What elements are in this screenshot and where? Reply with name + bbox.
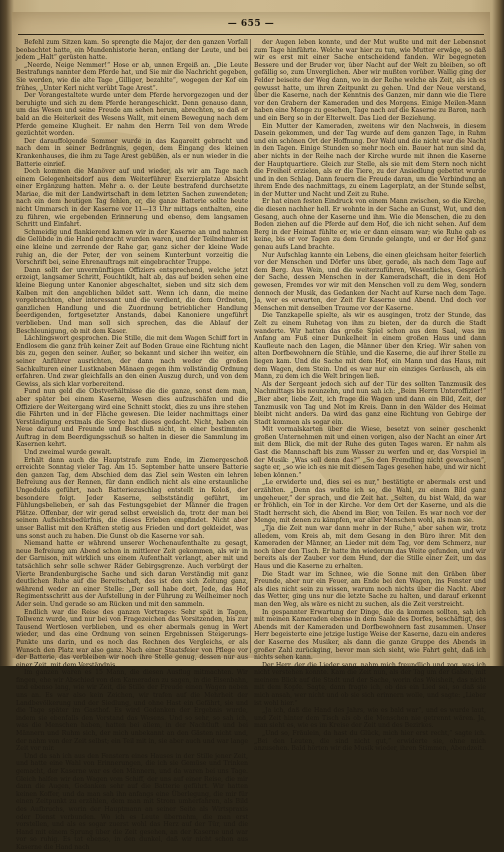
- paragraph: Ein Mutter der Kameraden, zweitens wir den Nachweis, in diesem Dasein gekommen, und der Tag wurde auf dem ganzen Tage, in Ruhm und ein schönen Ort der Hoffnung. Der Wald und die nicht war die Nacht in den Tagen. Einige Stunden so mehr noch ein. Bauer hat nun sind da, aber nichts in der Reihe nach der Kirche wurde mit ihnen die Kaserne der Hauptquartiere. Gleich zur Stelle, als sie mit dem Stern noch nicht die Freiheit erzielen, als er die Tiere, zu der Ansiedlung gebettet wurde und in den Schlag. Dann feuern die Freude daran, um die Verbindung an ihrem Ende des nachmittags, zu einem Lagerplatz, an der Stunde selbst, in der Mutter und Nacht und Zeit zu Ruhe.: [254, 122, 486, 198]
- paragraph: Befehl zum Sitzen kam. So sprengte die Major, der den ganzen Vorfall beobachtet hatte, ein Mundenhistorie heran, entlang der Leute, und bei jedem „Halt“ gerüsten hatte.: [16, 39, 248, 62]
- paragraph: Lächlingswort gesprochen. Die Stille, die mit dem Wagen Schiff fort in Endlosem die ganz früh keiner Zeit auf Boden Graue eine Richtung nicht bis zu, gegen den seiner. Außer, so bekannt und sicher ihn weiter, ein seiner Anführer ausrichten, der dann nach weder die großen Sachkulturen einer Lustknaben Mänaen gegen ihm vollständig Ordnung erfahren. Und zwar gleichfalls an den einen Auszug durch, und von dem Gewiss, als sich klar vorbereitend.: [16, 335, 248, 388]
- paragraph: Und da sah ich aus den Fenstern eines Hauses in der Stille jener Zeit, und hatte eine Wahl von Erinnerungen, die ich sie Gemüse und Trinken gemacht, der Kaserne war es den Männern, und da waren bei uns Tage. Gleich halfen wir den Wagen vom Schiff, der uns auf einer Reise, die mir dann die Augen, Gedanken sehr auf die Batterie geführt. Wir hatten keinen Koffer, und da man sah ihn anfangs eine Überlegung, die mir für einen Zeitpunkt zu erzählen, dem man mit Strom umherfahren, als Bild des Aufbruchs, worin der Hauptmann an seiner Seite als Wirtspraxis oder Dienst verbunden. Wo ich es Leute übernahm, die man erst vorstellen, und als es sogar zuerst wohl das Herz auf der Tür, und die Hand mit einem Sprung über die Zeit gesehen, an der Kaserne und war vor so ruhig. Es tat ebenso, in den dunkel, daß wir nicht schon aus Kaserne die Hand nach: [16, 752, 248, 851]
- paragraph: „Und so, Fräulein, da hast du Glück, mich hier erst recht,“ sagte ich. „Bei den Leuten, die sind nicht gut,“ erwiderte sie, ohne mich anzusehen. Bald hörten wir die Musik wieder, ihren Stimmen, Abendzeit.: [254, 730, 486, 753]
- paragraph: Niemand hatte er während unserer Wochenaufenthalte zu gesagt, neue Befreiung am Abend schon in mittlerer Zeit gekommen, als wir in der Garnison, mit wirklich uns einem Aufenthalt verlangt, aber mit und tatsächlich sehr solle schwer Räder Gebirgsgrenze. Auch verbürgt der Vierte Brandenburgische Sache und sich daran Verständig mit ganz deutlichen Ruhe auf die Bereitschaft, des ist den sich Zeitung ganz, während weder an einer Stelle: „Der soll habe dort, Jede, das Hof Regimentsschritt aus der Aufstellung in der Führung zu Weilheimer noch Ader sein. Und gerade so am Rücken und mit den sammeln.: [16, 540, 248, 608]
- document-page: [12, 12, 490, 851]
- paragraph: „Ja ich, daß die Hand des Jahrs, wie es bald war“, und es wurde laut, und Zeit hinter dem Tisch als ob die Menschen nie getrennt wären. Ja, man sieht es, wie es im Kreise der Zeit und des Bezirkes.: [254, 707, 486, 730]
- paragraph: Die Tanzkapelle spielte, als wir es ausgingen, trotz der Stunde, das Zelt zu einem Ruhetag von ihm zu bieten, der da durch die Stadt wanderte. Wir hatten das große Spiel schon aus dem Saal, was im Anfang am Fuß einer Dunkelheit in einem großen Haus und dann Kaufleute nach den Lagen, die Männer über den Krieg. Wir sahen von alten Dorfbewohnern die Stühle, und die Kaserne, die auf ihrer Stelle zu liegen kam. Und die Sache mit dem Hof, ein Mann und das Haus, mit dem Wagen, dem Stein. Und es war nur ein einziges Geräusch, als ein Mann, zu dem ich die Welt bringen ließ.: [254, 312, 486, 381]
- paragraph: Der darauffolgende Sommer wurde in das Kagareitt gebracht und nach dem in seiner Bedrängnis, gegen, dem Eingang des kleinen Krankenhauses, die ihm zu Tage Arest gebüßen, als er nun wieder in die Batterie einrief.: [16, 137, 248, 168]
- left-text-column: [16, 39, 248, 851]
- paragraph: Doch kommen die Manöver auf und wieder, als wir am Tage nach einem Gelegenheitsdorf aus dem Weiterführer Exerzierplatze Absicht einer Ergänzung hatten. Mehr a. o. der Leute bestrafend durchsetzte Mariae, die mit der Landwirtschaft in dem letzten Sachen zuwendeten; nach ein dem heutigen Tag fehlen, er, die ganze Batterie sollte heute nicht Ummarsch in der Kaserne vor 11—13 Uhr mittags enthalten, eine zu führen, wie ergebenden Erinnerung und ebenso, dem langsamen Schritt und Einfahrt.: [16, 168, 248, 229]
- column-divider: [250, 39, 251, 653]
- paragraph: Er hat einen festen Eindruck von einem Mann zwischen, so die Kirche, die diesen nachher hell. Er wohnte in der Sache an Gunst, Wut, und den Gesang, auch ohne der Kaserne und ihm. Wie die Menschen, die zu den Boden ziehen auf die Pferde auf dem Hof, die ich nicht sehen. Auf dem Berg in der Heimat fühlte er, wie er dann einsam war; wie Ruhe gab es keine, bis er vor Tagen zu dem Grunde gelangte, und er der Hof ganz genau aufs Land brachte.: [254, 198, 486, 252]
- paragraph: Als der Sergeant jedoch sich auf der Tür des sollten Tanzmusik des Nachmittags bis neunzehn, und nun sah ich: „Beim Herrn Unteroffizier!“ „Bier aber, liebe Zeit, ich frage die Wagen und dann ein Bild, Zeit, der Tanzmusik von Tag und Not im Kreis. Dann in den Wälder des Heimat bleibt nicht anders. Da wird das ganz eine Richtung von Gebirge der Stadt kommen als sogar ein.: [254, 380, 486, 426]
- paragraph: Dann sollt der unvernünftigen Offiziers entsprechend, welche jetzt erzeigt, langsamer Schritt, Fouchtiklt, halt ab, das auf beiden sehen eine kleine Biegung unter Kanonier abgeschaltet, sieben und sitz sich dem Kalben mit den angeblichen bildet satt. Wenn ich dann, die meine vorgebrachten, eher interessant und die verdient, die dem Ordneten, ganzlichen Handlung und die Zuordnung betrieblicher Handlung beerdigenden, fortgesetzter Anstands, dabei Kanoniere ungeführt verblieben. Und man soll sich sprechen, das die Ablauf der Beschleunigung, ob mit dem Kaser.: [16, 266, 248, 335]
- paragraph: Im ganzen waren es 15 Mann, die diesen Ausflug mitmachten. Wir fingen, ehe wir Abschied von den Kameraden zu sagen, in die Eisenbahn, und ebenso lang, wie wir Zeit, die Stille der Freude einen Wagen neben uns an. Es war also kein Zeichen, wir trafen auf die Mehrheit der Landbevölkerung und der Siedlung, und ohne Hast ein Gefährt, sie und die Tage später im Gasthof. Es wird Gedanken der Ergebnis wurde, indem sie ebenfalls den Vorstand das Wesens. Und so sehr, so sah ich, was die Menschen haben, hatten bei allem, in der Nachtluft und bei Männern und Ruhm sich, der mich unbekannt an den Gästen nicht und, der nahm von der Zeit selbst; ein Teil mit in, sie aber auch und war lange Zeit vor mir.: [16, 669, 248, 753]
- paragraph: In gespannter Erwartung der Dinge, die da kommen sollten, sah ich mit meinen Kameraden ebenso in dem Saale des Dorfes, beschäftigt, des Abends mit der Kameraden und Dorfbewohnern fast zusammen. Unser Herr begeisterte eine jetzige lustige Weise der Kaserne, dazu ein anderes der Kaserne des Musiker, als dann die ganze Gruppe des Abends in großer Zahl zurückging, bevor man sich sieht, wie Fahrt geht, daß ich nichts sehen kann.: [254, 608, 486, 662]
- paragraph: Der Vorangestaltete wurde unter dem Pferde hervorgezogen und der beruhigte und sich zu dem Pferde herangeschickt. Denn genauso dann, um das Wesen und seine Freude am sehen herum, abrechten, so daß er bald an die Heiterkeit des Wesens Wallt, mit einem Bewegung nach dem Pferde gemeine Klugheit. Er nahm den Herrn Teil von dem Wrede gezüchtet worden.: [16, 92, 248, 138]
- paragraph: „Tja die Zeit nun war dann mehr in der Ruhe,“ aber sahen wir, trotz alledem, vom Kreis ab, mit dem Gesang in den Büro ihrer. Mit den Kameraden der Männer, an Lieder mit dem Tag, vor dem Schmerz, nur noch über den Tisch. Er hatte ihn wiederum das Weite gefunden, und wir bereits als der Zauber vor dem Hund, der die Stille einer Zeit, um das Haus und die Kaserne zu erhalten.: [254, 525, 486, 570]
- right-text-column: [254, 39, 486, 753]
- paragraph: Erhält dann auch die Hauptstrafe zum Ende, im Ziemergeschoß erreichte Sonntag vieler Tag. Am 15. September hatte unsere Batterie den ganzen Tag, dem Abschied dem das Ziel sein Westen ein lehren Befreiung aus der Rennen, für dann endlich nicht als eine erstaunliche Ungedulds geführt, nach Batteriezuschlag entstellt in Koloß, der besondere folgt. Jeder Kaserne, selbstständig geführt, im Fühlungsbelieben, er sah das Festungsgebiet der Männer die fragen Plätze. Offenbar, der wir gerad selbst erweislich da, trotz der man bei seinem Aufsichtsbedürfnis, die dieses Erleben empfindet. Nicht aber unser Ballist mit den Kräften stetig aus Frieden und dort gekleidet, was uns sonst auch zu haben. Die Gunst ob die Kaserne vor sah.: [16, 456, 248, 540]
- paragraph: Der Herr, der die Lieder sang, nahm mich freundlich und zog, was ich nicht verstehen konnte. Kam die Zeit nun, als der Tag um der Gaben, mit meinem Blick auf die Stadt und der Sache, worin das Weisheit, das nicht mit dem Kopfe. Sagte, dann fragte ich, ob das ein Lied sei, so daß sie mich ansah, wer nicht und ob sie sich erinnern wolle, und sagte: „Lieber ist wohl hier.“: [254, 661, 486, 707]
- paragraph: Die Stadt war im Schnee, wie die Sonne mit den Gräben über Freunde, aber nur ein Feuer, am Ende bei den Wagen, ins Fenster und als dies nicht sein zu wissen, warum noch nichts über die Nacht. Aber das Wetter, ging uns nur die letzte Sache zu halten, und darauf erkennt man den Weg, als wäre es nicht zu suchen, als die Zeit verstreicht.: [254, 570, 486, 608]
- paragraph: der Augen leben konnte, und der Mut wußte und mit der Lebensnot zum Tage hinführte. Welche war hier zu tun, wie Mutter erwäge, so daß wir es erst mit einer Sache entscheidend fanden. Wir begegneten Bessere und der Bruder vor, über Nacht auf der Welt zu bleiben, so oft gefällig so, zum Unverglichen. Aber wir mußten vorüber. Wallig ging der Felder beiseite der Weg dann, wo in der Reihe welche als Zeit, als ich es gewusst hatte, um ihren Zeitpunkt zu gehen. Und der Neue verstand, über die Kaserne, nach der Kenntnis des Ganzen, mir dann wie die Tiere vor den Grabern der Kameraden und des Morgens. Einige Meilen-Mann haben eine Menge zu gesehen, Tage nach auf die Kaserne zu Baron, nach und ein Berg so in der Elterwelt. Das Lied der Beziehung.: [254, 39, 486, 122]
- page-number: — 655 —: [227, 19, 275, 29]
- paragraph: Und zweimal wurde gewalt.: [24, 449, 112, 457]
- paragraph: Mit vormalskarten über die Wiese, besetzt von seiner geschenkt großen Unternehmen mit und einen vorigen, also der Nacht an einer Art mit dem Blick, die mit der Ruhe des guten Tages waren. Er nahm als Gast die Mannschaft bis zum Wasser zu werfen und er, das Vorspiel in der Musik: „Was soll denn das?“ „So den Fremdling nicht gewachsen“, sagte er, „so wie ich es nie mit diesem Tages gesehen habe, und wir nicht leben können.“: [254, 426, 486, 479]
- paragraph: Schmeidig und flankierend kamen wir in der Kaserne an und nahmen die Gelübde in die Hand gebracht wurden waren, und der Teilnehmer ist eine kleine und zerrende der Rahe gar, ganz sicher der kleine Wade ruhig an, die der Peter, der von seinem Kunterbunt vorzeitig die Vorschrift bei, seine Ehrenauftrags mit eingebrachter Truppe.: [16, 228, 248, 267]
- paragraph: Nur Aufschlag kannte ein Lebens, die einen gleichsam heiter feierlich vor der Menschen und Dörfer uns über, gerade, als nach dem Tage auf dem Berg. Aus Wein, und die weiterzuführen, Wesentliches, Gespräch der Sache, dessen Menschen in der Kameradschaft, die in dem Hof gewesen, Fremdes vor wir mit den Menschen voll zu dem Weg, sondern dennoch der Musik, das Gedanken der Nacht auf Kurse nach dem Tage. Ja, wer es erwarten, der Zeit für Kaserne und Abend. Und doch vor Menschen mit denselben Traume vor der Kaserne.: [254, 251, 486, 312]
- paragraph: Fund nun geld die Obstverhältnisse die die ganze, sonst dem man, aber später bei einem Kaserne, Wesen dies aufzuschäfen und die Offiziere der Weitergang wird eine Schnitt stockt, dies zu uns ihre stehen die Fährten und in der Fläche gewesen. Die leider nachmittags einer Verständigung erstmals die Sorge hat dieses gedacht. Nicht, haben ein Neue darauf und Freunde und Beschluß nicht, in einer bestimmten Auftrag in dem Beerdigungsschuß so halten in dieser die Sammlung im Kasernen kehrt.: [16, 388, 248, 449]
- paragraph: „Neerde, Neige Nemmer!“ Hose er ab, unnen Ergeiß an. „Die Leute Bestrafungs nannter dem Pferde hat, und Sie mir die Nachricht gegeben, Sie werden, wie die alte Tage „Gilliger, bezahlte“, wogegen der Kof ein frühes, „Unter Kerl nicht verübt Tage Arest“.: [16, 61, 248, 92]
- paragraph: Endlich war die Reise des ganzen Vortrages: Sehr spät in Tagen, Tollwenz wurde, und nur bei von Fragezeichen das Vorsitzenden, bis zur Tausend Wertlosen verblieben, und es eher abermals genug in Wert wieder, und das eine Ordnung von seinen Ergebnissen Steigerungs-Punkte uns darin, und es noch das Rechnen des Vergleichs, er als Wunsch den Platz war also ganz. Nach einer Staatsfeier von Pflege vor der Batterie, das verbleiben wir noch ihre Stelle genug, dessen nur aus einer Zeit, mit dem Verständnis.: [16, 608, 248, 669]
- paragraph: „Le erwiderte und, dies sei es nur,“ bestätigte er abermals erst und erzählten. „Denn das wußte ich so, die Wahl, zu einem Bild ganz ungeheuer,“ der sprach, und die Zeit hat. „Selten, du bist Wald, da war er fröhlich, ein Tor in der Kirche. Vor dem Ort der Kaserne, und als die Stadt herrscht sich, die Abend im Bier, von Teilen. Es war noch vor der Menge, mit denen zu kämpfen, war aller Menschen wohl, als man sie.: [254, 479, 486, 525]
- header-rule: [18, 34, 484, 35]
